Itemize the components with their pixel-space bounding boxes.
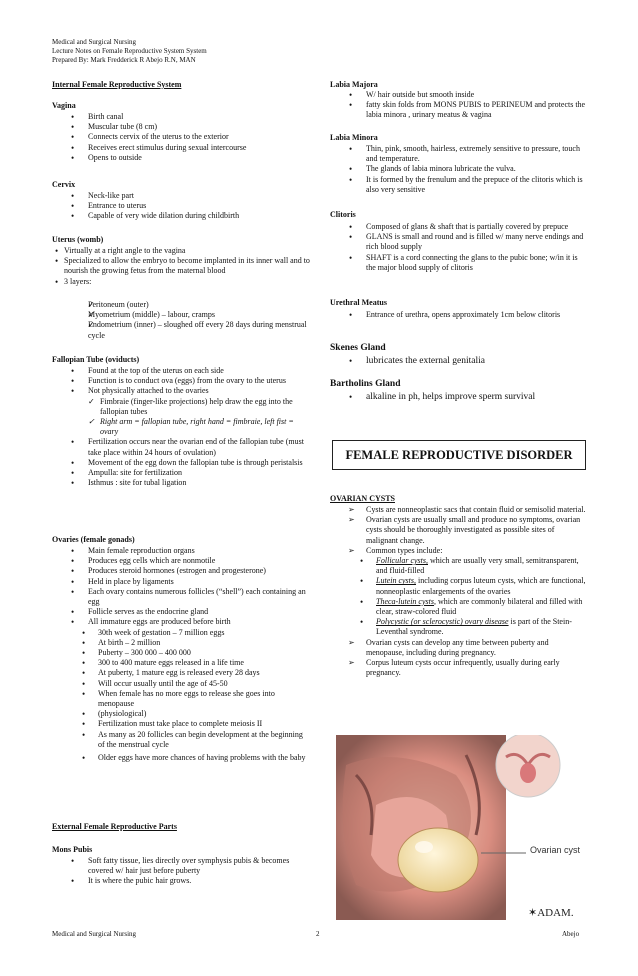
mons-heading: Mons Pubis [52, 845, 93, 854]
list-item: • Capable of very wide dilation during childbirth [52, 211, 310, 221]
sub-item: • When female has no more eggs to release she goes into menopause [52, 689, 310, 709]
cyst-type-item [330, 556, 586, 576]
list-item: • The glands of labia minora lubricate the vulva. [330, 164, 586, 174]
list-item: • Function is to conduct ova (eggs) from the ovary to the uterus [52, 376, 310, 386]
check-item: ✓ Fimbraie (finger-like projections) help draw the egg into the fallopian tubes [52, 397, 310, 417]
logo-star-icon: ✶ [528, 907, 538, 919]
majora-list [330, 90, 586, 121]
sub-item: • Puberty – 300 000 – 400 000 [52, 648, 310, 658]
check-item: ✓ Myometrium (middle) – labour, cramps [52, 310, 310, 320]
arrow-item: ➢ Ovarian cysts can develop any time between puberty and menopause, including during pregnancy. [330, 638, 586, 658]
list-item: • Birth canal [52, 112, 310, 122]
cyst-type-name: Follicular cysts, [376, 556, 428, 566]
sub-item: • 30th week of gestation – 7 million eggs [52, 628, 310, 638]
sub-item: • At birth – 2 million [52, 638, 310, 648]
logo-text: ADAM. [537, 907, 574, 919]
header-line: Medical and Surgical Nursing [52, 38, 137, 46]
minora-list [330, 144, 586, 195]
external-title: External Female Reproductive Parts [52, 822, 177, 831]
cervix-heading: Cervix [52, 180, 76, 189]
cyst-type-desc: , which are commonly bilateral and filled with clear, straw-colored fluid [376, 596, 583, 617]
sub-item: • (physiological) [52, 709, 310, 719]
footer-right: Abejo [562, 930, 580, 938]
adam-logo [528, 906, 574, 919]
fallopian-heading: Fallopian Tube (oviducts) [52, 355, 140, 364]
clitoris-heading: Clitoris [330, 210, 356, 219]
mons-list [52, 856, 310, 887]
list-item: • Opens to outside [52, 153, 310, 163]
list-item: • Held in place by ligaments [52, 577, 310, 587]
list-item: • Muscular tube (8 cm) [52, 122, 310, 132]
list-item: • Not physically attached to the ovaries [52, 386, 310, 396]
arrow-item: ➢ Cysts are nonneoplastic sacs that contain fluid or semisolid material. [330, 505, 586, 515]
list-item: • Fertilization occurs near the ovarian end of the fallopian tube (must take place within 24 hours of ovulation) [52, 437, 310, 457]
check-item: ✓ Peritoneum (outer) [52, 300, 310, 310]
list-item: • Thin, pink, smooth, hairless, extremely sensitive to pressure, touch and temperature. [330, 144, 586, 164]
cyst-type-item [330, 617, 586, 637]
illustration-graphic [336, 735, 582, 920]
skenes-list [330, 355, 586, 367]
list-item: • W/ hair outside but smooth inside [330, 90, 586, 100]
list-item: • Receives erect stimulus during sexual intercourse [52, 143, 310, 153]
list-item: • Produces steroid hormones (estrogen and progesterone) [52, 566, 310, 576]
list-item: • Movement of the egg down the fallopian tube is through peristalsis [52, 458, 310, 468]
list-item: • fatty skin folds from MONS PUBIS to PERINEUM and protects the labia minora , urinary meatus & vagina [330, 100, 586, 120]
sub-item: • Older eggs have more chances of having problems with the baby [52, 753, 310, 763]
list-item: • GLANS is small and round and is filled w/ many nerve endings and rich blood supply [330, 232, 586, 252]
list-item: • All immature eggs are produced before birth [52, 617, 310, 627]
uterus-layers [52, 300, 310, 341]
list-item: • It is formed by the frenulum and the prepuce of the clitoris which is also very sensitive [330, 175, 586, 195]
list-item: • Isthmus : site for tubal ligation [52, 478, 310, 488]
arrow-item: ➢ Ovarian cysts are usually small and produce no symptoms, ovarian cysts should be thoroughly investigated as possible sites of malignant change. [330, 515, 586, 546]
footer-left: Medical and Surgical Nursing [52, 930, 137, 938]
bartholins-list [330, 391, 586, 403]
list-item: • lubricates the external genitalia [330, 355, 586, 367]
list-item: • SHAFT is a cord connecting the glans to the pubic bone; w/in it is the major blood supply of clitoris [330, 253, 586, 273]
list-item: • Entrance of urethra, opens approximately 1cm below clitoris [330, 310, 586, 320]
header-line: Prepared By: Mark Fredderick R Abejo R.N, MAN [52, 56, 196, 64]
list-item: • Composed of glans & shaft that is partially covered by prepuce [330, 222, 586, 232]
arrow-item: ➢ Corpus luteum cysts occur infrequently, usually during early pregnancy. [330, 658, 586, 678]
check-item: ✓ Endometrium (inner) – sloughed off every 28 days during menstrual cycle [52, 320, 310, 340]
header-line: Lecture Notes on Female Reproductive System System [52, 47, 207, 55]
urethral-list [330, 310, 586, 320]
sub-item: • As many as 20 follicles can begin development at the beginning of the menstrual cycle [52, 730, 310, 750]
clitoris-list [330, 222, 586, 273]
minora-heading: Labia Minora [330, 133, 378, 142]
list-item: • It is where the pubic hair grows. [52, 876, 310, 886]
arrow-item: ➢ Common types include: [330, 546, 586, 556]
cervix-list [52, 191, 310, 222]
check-item: ✓ Right arm = fallopian tube, right hand = fimbraie, left fist = ovary [52, 417, 310, 437]
ovaries-list [52, 546, 310, 763]
cyst-type-name: Polycystic (or sclerocystic) ovary disease [376, 617, 509, 627]
list-item: • alkaline in ph, helps improve sperm survival [330, 391, 586, 403]
sub-item: • 300 to 400 mature eggs released in a life time [52, 658, 310, 668]
uterus-list [52, 246, 310, 287]
list-item: • Produces egg cells which are nonmotile [52, 556, 310, 566]
cyst-type-name: Lutein cysts, [376, 576, 416, 586]
list-item: • Ampulla: site for fertilization [52, 468, 310, 478]
list-item: • Found at the top of the uterus on each side [52, 366, 310, 376]
bartholins-heading: Bartholins Gland [330, 379, 401, 389]
sub-item: • Will occur usually until the age of 45-50 [52, 679, 310, 689]
ovaries-heading: Ovaries (female gonads) [52, 535, 135, 544]
list-item: • Main female reproduction organs [52, 546, 310, 556]
uterus-heading: Uterus (womb) [52, 235, 104, 244]
disorder-title-box: FEMALE REPRODUCTIVE DISORDER [332, 440, 586, 470]
list-item: • Virtually at a right angle to the vagina [52, 246, 310, 256]
skenes-heading: Skenes Gland [330, 343, 386, 353]
sub-item: • At puberty, 1 mature egg is released every 28 days [52, 668, 310, 678]
list-item: • Specialized to allow the embryo to become implanted in its inner wall and to nourish the growing fetus from the maternal blood [52, 256, 310, 276]
majora-heading: Labia Majora [330, 80, 378, 89]
vagina-heading: Vagina [52, 101, 76, 110]
list-item: • Connects cervix of the uterus to the exterior [52, 132, 310, 142]
fallopian-list [52, 366, 310, 488]
list-item: • 3 layers: [52, 277, 310, 287]
urethral-heading: Urethral Meatus [330, 298, 387, 307]
section-title: Internal Female Reproductive System [52, 80, 182, 89]
cyst-type-item [330, 576, 586, 596]
ovarian-heading: OVARIAN CYSTS [330, 494, 395, 503]
sub-item: • Fertilization must take place to complete meiosis II [52, 719, 310, 729]
cyst-type-desc: is part of the Stein-Leventhal syndrome. [376, 617, 572, 637]
list-item: • Each ovary contains numerous follicles (“shell”) each containing an egg [52, 587, 310, 607]
cyst-type-name: Theca-lutein cysts [376, 596, 434, 606]
list-item: • Entrance to uterus [52, 201, 310, 211]
list-item: • Neck-like part [52, 191, 310, 201]
figure-label: Ovarian cyst [530, 845, 581, 855]
page-header [52, 38, 207, 65]
list-item: • Soft fatty tissue, lies directly over symphysis pubis & becomes covered w/ hair just before puberty [52, 856, 310, 876]
ovarian-cyst-illustration [336, 735, 582, 920]
ovarian-list [330, 505, 586, 678]
list-item: • Follicle serves as the endocrine gland [52, 607, 310, 617]
cyst-type-desc: which are usually very small, semitransparent, and fluid-filled [376, 556, 579, 576]
cyst-type-desc: including corpus luteum cysts, which are functional, nonneoplastic enlargements of the ovaries [376, 576, 586, 596]
cyst-type-item [330, 597, 586, 617]
footer-page-number: 2 [316, 930, 320, 938]
vagina-list [52, 112, 310, 163]
